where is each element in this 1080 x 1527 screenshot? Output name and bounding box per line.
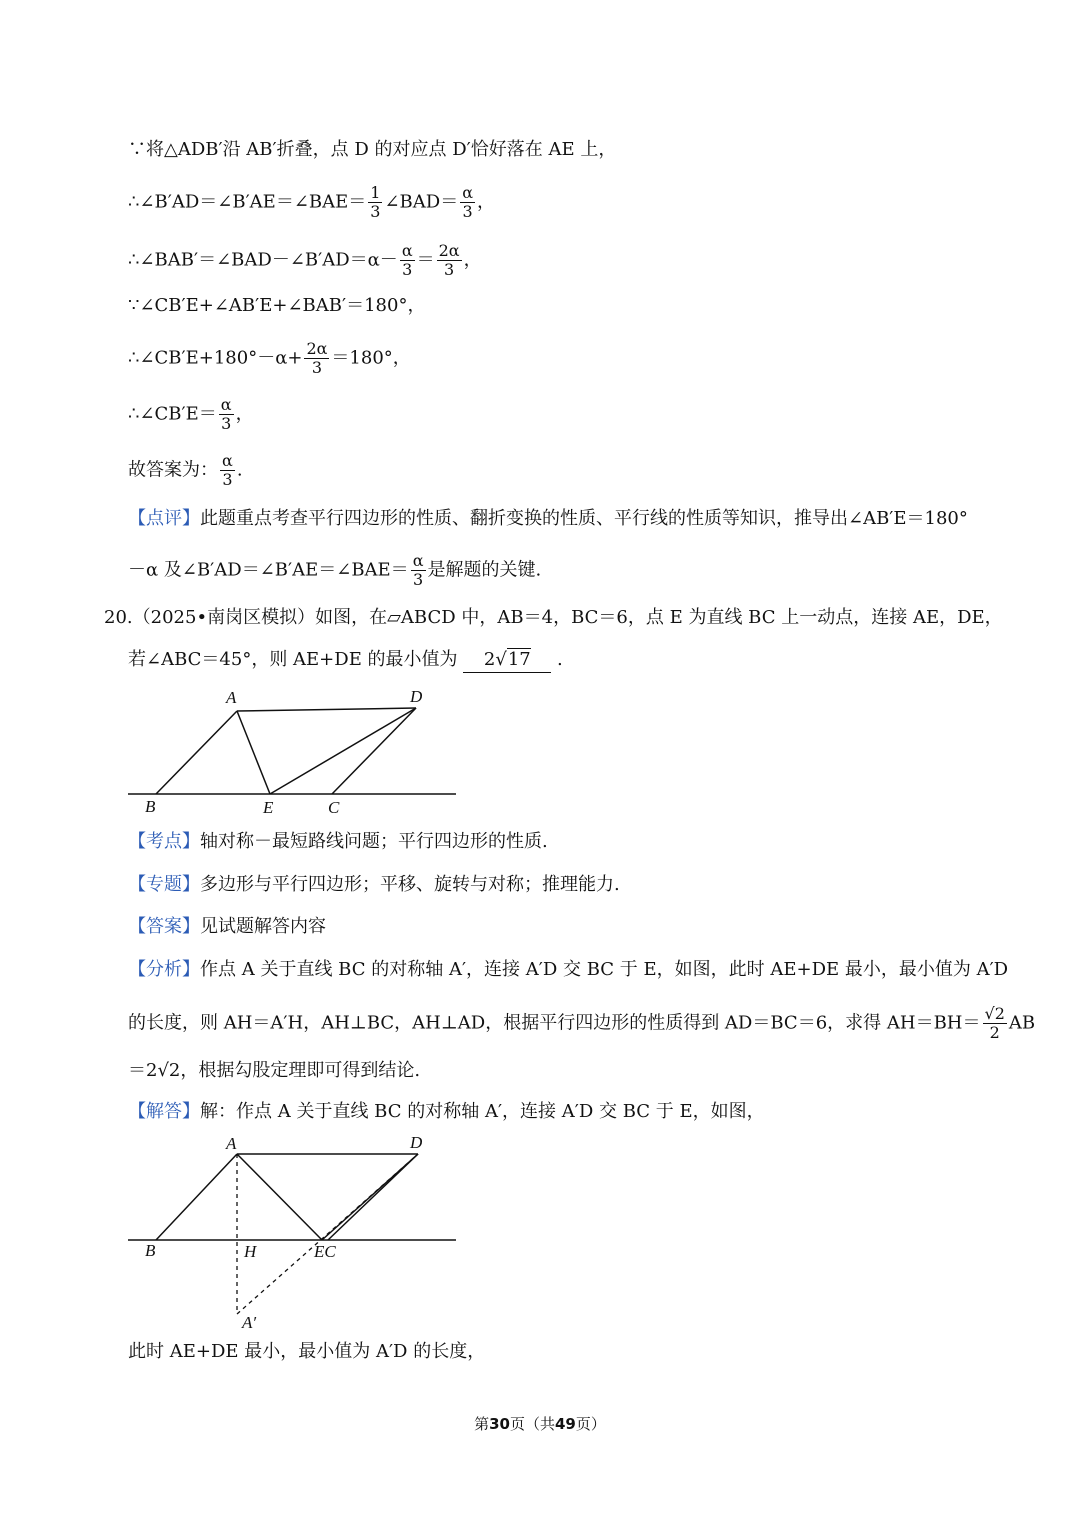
zhuanti-text: 多边形与平行四边形；平移、旋转与对称；推理能力. <box>200 874 620 895</box>
fraction-den: 3 <box>221 414 232 433</box>
line-angle-equal <box>128 184 495 221</box>
parallelogram-figure-2 <box>126 1130 462 1330</box>
review-tag: 【点评】 <box>128 508 200 529</box>
line-answer <box>128 452 243 489</box>
fraction-sqrt2-over-2 <box>983 1005 1007 1042</box>
daan-tag: 【答案】 <box>128 916 200 937</box>
zhuanti-line <box>128 873 620 897</box>
jieda-text: 解：作点 A 关于直线 BC 的对称轴 A′，连接 A′D 交 BC 于 E，如图， <box>200 1101 765 1122</box>
text: ∴∠B′AD＝∠B′AE＝∠BAE＝ <box>128 191 367 213</box>
line-angle-sum: ∵∠CB′E+∠AB′E+∠BAB′＝180°， <box>128 295 426 316</box>
parallelogram-figure-1 <box>126 684 462 820</box>
text: ， <box>477 191 496 213</box>
jieda-line <box>128 1100 765 1124</box>
label-c: C <box>328 798 340 817</box>
segment-ad <box>237 708 416 711</box>
fenxi-line-2 <box>128 1005 1035 1042</box>
fraction-num: 2α <box>438 241 460 260</box>
fraction-den: 3 <box>462 202 473 221</box>
fraction-num: α <box>462 183 474 202</box>
footer-text: 页） <box>575 1415 606 1433</box>
answer-coef: 2 <box>483 649 496 670</box>
kaodian-text: 轴对称－最短路线问题；平行四边形的性质. <box>200 831 548 852</box>
fraction-den: 3 <box>222 470 233 489</box>
fenxi-line <box>128 958 1008 982</box>
line-bab-prime <box>128 242 482 279</box>
total-pages: 49 <box>555 1415 576 1433</box>
footer-text: 第 <box>474 1415 490 1433</box>
label-h: H <box>244 1242 257 1261</box>
segment-ab <box>156 1154 237 1240</box>
last-line: 此时 AE+DE 最小，最小值为 A′D 的长度， <box>128 1341 486 1362</box>
answer-radicand: 17 <box>507 649 531 670</box>
fraction-alpha-third <box>220 452 235 489</box>
segment-ab <box>156 711 237 794</box>
fraction-num: α <box>222 451 233 470</box>
line-fold: ∵将△ADB′沿 AB′折叠，点 D 的对应点 D′恰好落在 AE 上， <box>128 139 617 160</box>
text: ＝180°， <box>331 347 411 369</box>
segment-ae <box>237 711 270 794</box>
fraction-num: 1 <box>370 183 381 202</box>
label-d: D <box>410 1133 423 1152</box>
text: ∴∠BAB′＝∠BAD－∠B′AD＝α－ <box>128 249 398 271</box>
label-a: A <box>226 1134 237 1153</box>
problem-20-line-1 <box>104 606 1003 630</box>
fraction-two-alpha-third <box>437 242 462 279</box>
problem-20-line-2 <box>128 648 563 673</box>
label-b: B <box>145 797 156 816</box>
daan-line <box>128 915 326 939</box>
review-text: 此题重点考查平行四边形的性质、翻折变换的性质、平行线的性质等知识，推导出∠AB′E＝180° <box>200 508 968 529</box>
fraction-two-alpha-third <box>304 340 329 377</box>
segment-dc <box>332 708 416 794</box>
label-d: D <box>410 687 423 706</box>
fraction-num: 2α <box>306 339 328 358</box>
label-a: A <box>226 688 237 707</box>
fraction-alpha-third <box>400 242 415 279</box>
text: AB <box>1008 1012 1036 1034</box>
text: ， <box>235 403 254 425</box>
page-footer <box>0 1413 1080 1434</box>
review-line-2 <box>128 552 541 589</box>
footer-text: 页（共 <box>509 1415 555 1433</box>
text: ∴∠CB′E＝ <box>128 403 217 425</box>
jieda-tag: 【解答】 <box>128 1101 200 1122</box>
kaodian-line <box>128 830 548 854</box>
fenxi-line-3: ＝2√2，根据勾股定理即可得到结论. <box>128 1060 421 1081</box>
fraction-alpha-third <box>411 552 426 589</box>
fraction-num: α <box>412 551 424 570</box>
text: . <box>236 459 243 481</box>
fraction-den: 3 <box>402 260 413 279</box>
fraction-den: 3 <box>370 202 381 221</box>
fraction-den: 2 <box>989 1023 1000 1042</box>
text: ∴∠CB′E+180°－α+ <box>128 347 303 369</box>
label-ec: EC <box>314 1242 336 1261</box>
text: 故答案为： <box>128 459 218 481</box>
segment-de <box>270 708 416 794</box>
fraction-den: 3 <box>444 260 455 279</box>
line-substitute <box>128 340 411 377</box>
text: ∠BAD＝ <box>384 191 459 213</box>
text: 是解题的关键. <box>427 559 542 581</box>
fraction-alpha-third <box>219 396 234 433</box>
problem-text: （2025•南岗区模拟）如图，在▱ABCD 中，AB＝4，BC＝6，点 E 为直线 BC 上一动点，连接 AE，DE， <box>132 607 1003 628</box>
text: －α 及∠B′AD＝∠B′AE＝∠BAE＝ <box>128 559 409 581</box>
line-result <box>128 396 254 433</box>
label-a-prime: A′ <box>242 1313 257 1330</box>
fenxi-tag: 【分析】 <box>128 959 200 980</box>
daan-text: 见试题解答内容 <box>200 916 326 937</box>
label-e: E <box>263 798 274 817</box>
kaodian-tag: 【考点】 <box>128 831 200 852</box>
text: ＝ <box>416 249 435 271</box>
fraction-den: 3 <box>413 570 424 589</box>
text: 若∠ABC＝45°，则 AE+DE 的最小值为 <box>128 649 458 670</box>
segment-ae <box>237 1154 322 1240</box>
fraction-one-third <box>368 184 382 221</box>
fraction-num: α <box>220 395 232 414</box>
fenxi-text: 作点 A 关于直线 BC 的对称轴 A′，连接 A′D 交 BC 于 E，如图，此时 AE+DE 最小，最小值为 A′D <box>200 959 1009 980</box>
dashed-a-prime-d <box>237 1154 418 1314</box>
segment-dc <box>328 1154 418 1240</box>
fraction-den: 3 <box>311 358 323 377</box>
text: . <box>557 649 563 670</box>
text: 的长度，则 AH＝A′H，AH⊥BC，AH⊥AD，根据平行四边形的性质得到 AD＝BC＝6，求得 AH＝BH＝ <box>128 1012 981 1034</box>
fraction-alpha-third <box>460 184 475 221</box>
text: ， <box>463 249 482 271</box>
problem-number: 20. <box>104 607 133 628</box>
zhuanti-tag: 【专题】 <box>128 874 200 895</box>
fraction-num: √2 <box>984 1004 1005 1023</box>
fraction-num: α <box>401 241 413 260</box>
label-b: B <box>145 1241 156 1260</box>
review-line <box>128 507 968 531</box>
page-number: 30 <box>489 1415 510 1433</box>
answer-blank: 2√17 <box>463 648 551 673</box>
